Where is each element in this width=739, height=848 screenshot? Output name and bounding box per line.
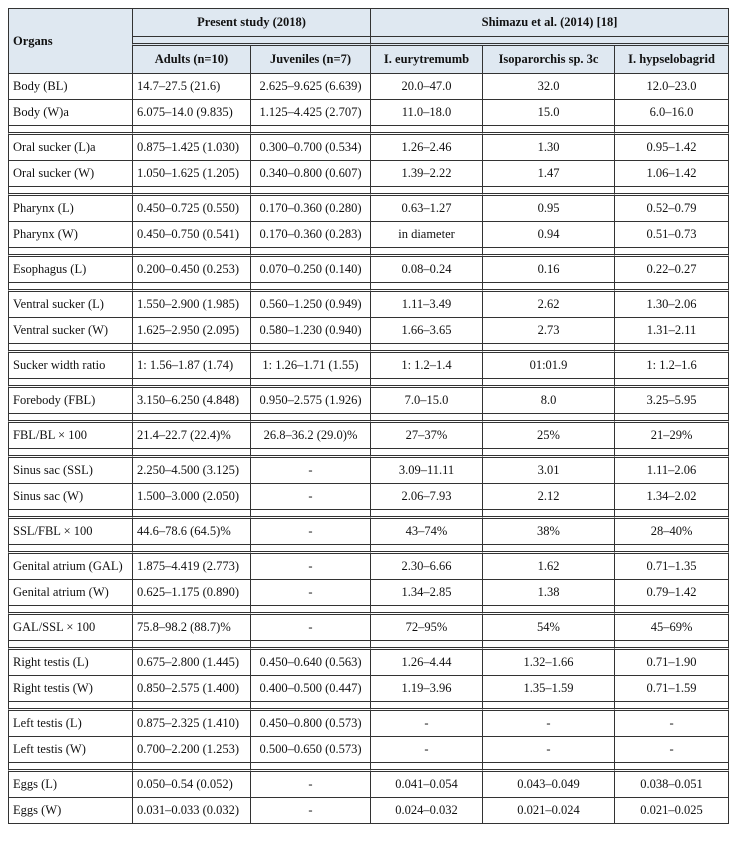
isoparorchis-cell: 2.12 — [482, 484, 614, 510]
organ-cell: Left testis (L) — [8, 711, 132, 737]
separator-cell — [250, 641, 370, 650]
separator-cell — [132, 379, 250, 388]
table-row — [8, 135, 729, 161]
separator-cell — [614, 606, 729, 615]
separator-cell — [614, 414, 729, 423]
table-row — [8, 711, 729, 737]
separator-cell — [482, 187, 614, 196]
separator-cell — [250, 187, 370, 196]
group-separator — [8, 126, 729, 135]
juveniles-cell: - — [250, 772, 370, 798]
eurytremum-cell: 0.024–0.032 — [370, 798, 482, 824]
group-separator — [8, 702, 729, 711]
separator-cell — [614, 702, 729, 711]
separator-cell — [132, 126, 250, 135]
separator-cell — [8, 379, 132, 388]
isoparorchis-cell: 1.30 — [482, 135, 614, 161]
table-header — [8, 8, 729, 74]
separator-cell — [614, 379, 729, 388]
adults-cell: 1.500–3.000 (2.050) — [132, 484, 250, 510]
juveniles-cell: 0.450–0.800 (0.573) — [250, 711, 370, 737]
column-header-eurytremum: I. eurytremumb — [370, 46, 482, 74]
measurements-table — [8, 8, 729, 824]
separator-cell — [132, 641, 250, 650]
isoparorchis-cell: 1.32–1.66 — [482, 650, 614, 676]
group-separator — [8, 248, 729, 257]
separator-cell — [370, 248, 482, 257]
header-divider — [370, 37, 729, 46]
separator-cell — [132, 344, 250, 353]
juveniles-cell: - — [250, 519, 370, 545]
separator-cell — [370, 379, 482, 388]
hypselobagri-cell: 1.31–2.11 — [614, 318, 729, 344]
separator-cell — [370, 283, 482, 292]
hypselobagri-cell: 6.0–16.0 — [614, 100, 729, 126]
organ-cell: Oral sucker (W) — [8, 161, 132, 187]
separator-cell — [482, 283, 614, 292]
isoparorchis-cell: 1.62 — [482, 554, 614, 580]
group-separator — [8, 763, 729, 772]
hypselobagri-cell: 0.71–1.90 — [614, 650, 729, 676]
hypselobagri-cell: 1.34–2.02 — [614, 484, 729, 510]
organ-cell: Sinus sac (SSL) — [8, 458, 132, 484]
hypselobagri-cell: - — [614, 711, 729, 737]
table-row — [8, 772, 729, 798]
separator-cell — [250, 763, 370, 772]
isoparorchis-cell: - — [482, 711, 614, 737]
organ-cell: Left testis (W) — [8, 737, 132, 763]
table-row — [8, 196, 729, 222]
isoparorchis-cell: 25% — [482, 423, 614, 449]
group-separator — [8, 283, 729, 292]
table-row — [8, 798, 729, 824]
adults-cell: 0.875–2.325 (1.410) — [132, 711, 250, 737]
table-row — [8, 353, 729, 379]
separator-cell — [8, 187, 132, 196]
separator-cell — [614, 510, 729, 519]
juveniles-cell: 2.625–9.625 (6.639) — [250, 74, 370, 100]
hypselobagri-cell: 1.06–1.42 — [614, 161, 729, 187]
header-divider — [132, 37, 370, 46]
juveniles-cell: 0.340–0.800 (0.607) — [250, 161, 370, 187]
adults-cell: 0.450–0.750 (0.541) — [132, 222, 250, 248]
group-separator — [8, 606, 729, 615]
adults-cell: 1.875–4.419 (2.773) — [132, 554, 250, 580]
organ-cell: Pharynx (W) — [8, 222, 132, 248]
separator-cell — [614, 344, 729, 353]
table-row — [8, 423, 729, 449]
adults-cell: 0.200–0.450 (0.253) — [132, 257, 250, 283]
table-row — [8, 615, 729, 641]
separator-cell — [370, 510, 482, 519]
organ-cell: Right testis (W) — [8, 676, 132, 702]
adults-cell: 75.8–98.2 (88.7)% — [132, 615, 250, 641]
isoparorchis-cell: 38% — [482, 519, 614, 545]
isoparorchis-cell: - — [482, 737, 614, 763]
adults-cell: 0.675–2.800 (1.445) — [132, 650, 250, 676]
juveniles-cell: 0.070–0.250 (0.140) — [250, 257, 370, 283]
eurytremum-cell: 0.041–0.054 — [370, 772, 482, 798]
organ-cell: Sinus sac (W) — [8, 484, 132, 510]
separator-cell — [8, 283, 132, 292]
table-row — [8, 458, 729, 484]
separator-cell — [370, 126, 482, 135]
table-row — [8, 161, 729, 187]
hypselobagri-cell: 1: 1.2–1.6 — [614, 353, 729, 379]
separator-cell — [250, 344, 370, 353]
juveniles-cell: - — [250, 580, 370, 606]
separator-cell — [250, 606, 370, 615]
separator-cell — [8, 344, 132, 353]
isoparorchis-cell: 1.47 — [482, 161, 614, 187]
table-row — [8, 222, 729, 248]
adults-cell: 0.031–0.033 (0.032) — [132, 798, 250, 824]
table-row — [8, 484, 729, 510]
juveniles-cell: 0.450–0.640 (0.563) — [250, 650, 370, 676]
table-row — [8, 388, 729, 414]
organ-cell: Forebody (FBL) — [8, 388, 132, 414]
hypselobagri-cell: 0.71–1.59 — [614, 676, 729, 702]
eurytremum-cell: - — [370, 711, 482, 737]
eurytremum-cell: 1.19–3.96 — [370, 676, 482, 702]
table-row — [8, 318, 729, 344]
separator-cell — [132, 763, 250, 772]
group-separator — [8, 414, 729, 423]
separator-cell — [614, 449, 729, 458]
organs-header: Organs — [8, 8, 132, 74]
hypselobagri-cell: 0.79–1.42 — [614, 580, 729, 606]
eurytremum-cell: 0.63–1.27 — [370, 196, 482, 222]
juveniles-cell: 0.300–0.700 (0.534) — [250, 135, 370, 161]
organ-cell: Ventral sucker (L) — [8, 292, 132, 318]
separator-cell — [482, 449, 614, 458]
separator-cell — [132, 449, 250, 458]
separator-cell — [8, 702, 132, 711]
isoparorchis-cell: 0.95 — [482, 196, 614, 222]
juveniles-cell: 0.560–1.250 (0.949) — [250, 292, 370, 318]
eurytremum-cell: 3.09–11.11 — [370, 458, 482, 484]
adults-cell: 0.875–1.425 (1.030) — [132, 135, 250, 161]
organ-cell: Genital atrium (W) — [8, 580, 132, 606]
group-separator — [8, 344, 729, 353]
hypselobagri-cell: 0.52–0.79 — [614, 196, 729, 222]
eurytremum-cell: 1: 1.2–1.4 — [370, 353, 482, 379]
adults-cell: 0.850–2.575 (1.400) — [132, 676, 250, 702]
separator-cell — [370, 344, 482, 353]
juveniles-cell: 0.950–2.575 (1.926) — [250, 388, 370, 414]
organ-cell: Sucker width ratio — [8, 353, 132, 379]
separator-cell — [370, 641, 482, 650]
isoparorchis-cell: 0.043–0.049 — [482, 772, 614, 798]
eurytremum-cell: 2.30–6.66 — [370, 554, 482, 580]
hypselobagri-cell: 0.51–0.73 — [614, 222, 729, 248]
isoparorchis-cell: 2.73 — [482, 318, 614, 344]
eurytremum-cell: 0.08–0.24 — [370, 257, 482, 283]
adults-cell: 3.150–6.250 (4.848) — [132, 388, 250, 414]
juveniles-cell: 26.8–36.2 (29.0)% — [250, 423, 370, 449]
organ-cell: SSL/FBL × 100 — [8, 519, 132, 545]
organ-cell: Body (W)a — [8, 100, 132, 126]
separator-cell — [370, 545, 482, 554]
organ-cell: Genital atrium (GAL) — [8, 554, 132, 580]
column-header-isoparorchis: Isoparorchis sp. 3c — [482, 46, 614, 74]
eurytremum-cell: in diameter — [370, 222, 482, 248]
hypselobagri-cell: 45–69% — [614, 615, 729, 641]
separator-cell — [8, 763, 132, 772]
adults-cell: 0.050–0.54 (0.052) — [132, 772, 250, 798]
juveniles-cell: 1: 1.26–1.71 (1.55) — [250, 353, 370, 379]
separator-cell — [482, 414, 614, 423]
separator-cell — [370, 449, 482, 458]
eurytremum-cell: 1.26–4.44 — [370, 650, 482, 676]
eurytremum-cell: 27–37% — [370, 423, 482, 449]
column-header-juveniles: Juveniles (n=7) — [250, 46, 370, 74]
adults-cell: 14.7–27.5 (21.6) — [132, 74, 250, 100]
juveniles-cell: 1.125–4.425 (2.707) — [250, 100, 370, 126]
table-row — [8, 74, 729, 100]
adults-cell: 1.625–2.950 (2.095) — [132, 318, 250, 344]
hypselobagri-cell: 12.0–23.0 — [614, 74, 729, 100]
separator-cell — [482, 545, 614, 554]
hypselobagri-cell: 0.038–0.051 — [614, 772, 729, 798]
organ-cell: Pharynx (L) — [8, 196, 132, 222]
separator-cell — [482, 606, 614, 615]
eurytremum-cell: 2.06–7.93 — [370, 484, 482, 510]
separator-cell — [250, 510, 370, 519]
group-separator — [8, 187, 729, 196]
separator-cell — [614, 187, 729, 196]
separator-cell — [250, 283, 370, 292]
separator-cell — [250, 126, 370, 135]
adults-cell: 21.4–22.7 (22.4)% — [132, 423, 250, 449]
table-row — [8, 257, 729, 283]
eurytremum-cell: - — [370, 737, 482, 763]
juveniles-cell: 0.580–1.230 (0.940) — [250, 318, 370, 344]
eurytremum-cell: 1.39–2.22 — [370, 161, 482, 187]
hypselobagri-cell: 0.71–1.35 — [614, 554, 729, 580]
hypselobagri-cell: 0.22–0.27 — [614, 257, 729, 283]
separator-cell — [370, 187, 482, 196]
adults-cell: 1.050–1.625 (1.205) — [132, 161, 250, 187]
separator-cell — [614, 641, 729, 650]
column-header-adults: Adults (n=10) — [132, 46, 250, 74]
organ-cell: Eggs (L) — [8, 772, 132, 798]
adults-cell: 2.250–4.500 (3.125) — [132, 458, 250, 484]
isoparorchis-cell: 15.0 — [482, 100, 614, 126]
separator-cell — [482, 248, 614, 257]
hypselobagri-cell: 0.95–1.42 — [614, 135, 729, 161]
separator-cell — [614, 283, 729, 292]
hypselobagri-cell: 28–40% — [614, 519, 729, 545]
separator-cell — [132, 545, 250, 554]
table-body — [8, 74, 729, 824]
table-row — [8, 650, 729, 676]
juveniles-cell: 0.500–0.650 (0.573) — [250, 737, 370, 763]
table-row — [8, 676, 729, 702]
separator-cell — [132, 414, 250, 423]
separator-cell — [8, 545, 132, 554]
eurytremum-cell: 1.26–2.46 — [370, 135, 482, 161]
separator-cell — [250, 248, 370, 257]
separator-cell — [482, 702, 614, 711]
separator-cell — [250, 545, 370, 554]
group-separator — [8, 379, 729, 388]
eurytremum-cell: 72–95% — [370, 615, 482, 641]
isoparorchis-cell: 1.38 — [482, 580, 614, 606]
reference-study-header: Shimazu et al. (2014) [18] — [370, 8, 729, 37]
group-separator — [8, 641, 729, 650]
organ-cell: Ventral sucker (W) — [8, 318, 132, 344]
adults-cell: 0.700–2.200 (1.253) — [132, 737, 250, 763]
juveniles-cell: - — [250, 484, 370, 510]
isoparorchis-cell: 2.62 — [482, 292, 614, 318]
eurytremum-cell: 1.11–3.49 — [370, 292, 482, 318]
eurytremum-cell: 7.0–15.0 — [370, 388, 482, 414]
separator-cell — [482, 510, 614, 519]
separator-cell — [8, 126, 132, 135]
juveniles-cell: 0.400–0.500 (0.447) — [250, 676, 370, 702]
separator-cell — [132, 702, 250, 711]
hypselobagri-cell: - — [614, 737, 729, 763]
adults-cell: 1: 1.56–1.87 (1.74) — [132, 353, 250, 379]
juveniles-cell: - — [250, 798, 370, 824]
group-separator — [8, 510, 729, 519]
juveniles-cell: - — [250, 458, 370, 484]
eurytremum-cell: 11.0–18.0 — [370, 100, 482, 126]
present-study-header: Present study (2018) — [132, 8, 370, 37]
separator-cell — [8, 606, 132, 615]
hypselobagri-cell: 3.25–5.95 — [614, 388, 729, 414]
adults-cell: 1.550–2.900 (1.985) — [132, 292, 250, 318]
adults-cell: 6.075–14.0 (9.835) — [132, 100, 250, 126]
separator-cell — [132, 187, 250, 196]
separator-cell — [250, 414, 370, 423]
isoparorchis-cell: 3.01 — [482, 458, 614, 484]
isoparorchis-cell: 32.0 — [482, 74, 614, 100]
separator-cell — [132, 283, 250, 292]
table-row — [8, 554, 729, 580]
isoparorchis-cell: 0.021–0.024 — [482, 798, 614, 824]
separator-cell — [8, 449, 132, 458]
organ-cell: Body (BL) — [8, 74, 132, 100]
separator-cell — [8, 414, 132, 423]
eurytremum-cell: 20.0–47.0 — [370, 74, 482, 100]
eurytremum-cell: 1.34–2.85 — [370, 580, 482, 606]
organ-cell: GAL/SSL × 100 — [8, 615, 132, 641]
organ-cell: Right testis (L) — [8, 650, 132, 676]
separator-cell — [8, 641, 132, 650]
organ-cell: Oral sucker (L)a — [8, 135, 132, 161]
eurytremum-cell: 1.66–3.65 — [370, 318, 482, 344]
adults-cell: 44.6–78.6 (64.5)% — [132, 519, 250, 545]
table-row — [8, 580, 729, 606]
eurytremum-cell: 43–74% — [370, 519, 482, 545]
adults-cell: 0.450–0.725 (0.550) — [132, 196, 250, 222]
separator-cell — [482, 126, 614, 135]
hypselobagri-cell: 21–29% — [614, 423, 729, 449]
separator-cell — [370, 763, 482, 772]
organ-cell: FBL/BL × 100 — [8, 423, 132, 449]
isoparorchis-cell: 01:01.9 — [482, 353, 614, 379]
group-separator — [8, 545, 729, 554]
separator-cell — [132, 510, 250, 519]
separator-cell — [370, 606, 482, 615]
juveniles-cell: 0.170–0.360 (0.280) — [250, 196, 370, 222]
table-row — [8, 100, 729, 126]
separator-cell — [482, 763, 614, 772]
hypselobagri-cell: 0.021–0.025 — [614, 798, 729, 824]
separator-cell — [482, 641, 614, 650]
organ-cell: Esophagus (L) — [8, 257, 132, 283]
separator-cell — [614, 545, 729, 554]
adults-cell: 0.625–1.175 (0.890) — [132, 580, 250, 606]
separator-cell — [250, 702, 370, 711]
separator-cell — [614, 763, 729, 772]
juveniles-cell: - — [250, 615, 370, 641]
juveniles-cell: 0.170–0.360 (0.283) — [250, 222, 370, 248]
separator-cell — [132, 248, 250, 257]
isoparorchis-cell: 54% — [482, 615, 614, 641]
separator-cell — [370, 702, 482, 711]
separator-cell — [482, 379, 614, 388]
separator-cell — [8, 510, 132, 519]
separator-cell — [8, 248, 132, 257]
juveniles-cell: - — [250, 554, 370, 580]
isoparorchis-cell: 1.35–1.59 — [482, 676, 614, 702]
hypselobagri-cell: 1.30–2.06 — [614, 292, 729, 318]
separator-cell — [614, 126, 729, 135]
table-row — [8, 292, 729, 318]
isoparorchis-cell: 0.16 — [482, 257, 614, 283]
separator-cell — [132, 606, 250, 615]
table-row — [8, 519, 729, 545]
isoparorchis-cell: 0.94 — [482, 222, 614, 248]
column-header-hypselobagri: I. hypselobagrid — [614, 46, 729, 74]
hypselobagri-cell: 1.11–2.06 — [614, 458, 729, 484]
organ-cell: Eggs (W) — [8, 798, 132, 824]
isoparorchis-cell: 8.0 — [482, 388, 614, 414]
table-row — [8, 737, 729, 763]
separator-cell — [250, 379, 370, 388]
separator-cell — [614, 248, 729, 257]
separator-cell — [250, 449, 370, 458]
separator-cell — [370, 414, 482, 423]
group-separator — [8, 449, 729, 458]
separator-cell — [482, 344, 614, 353]
